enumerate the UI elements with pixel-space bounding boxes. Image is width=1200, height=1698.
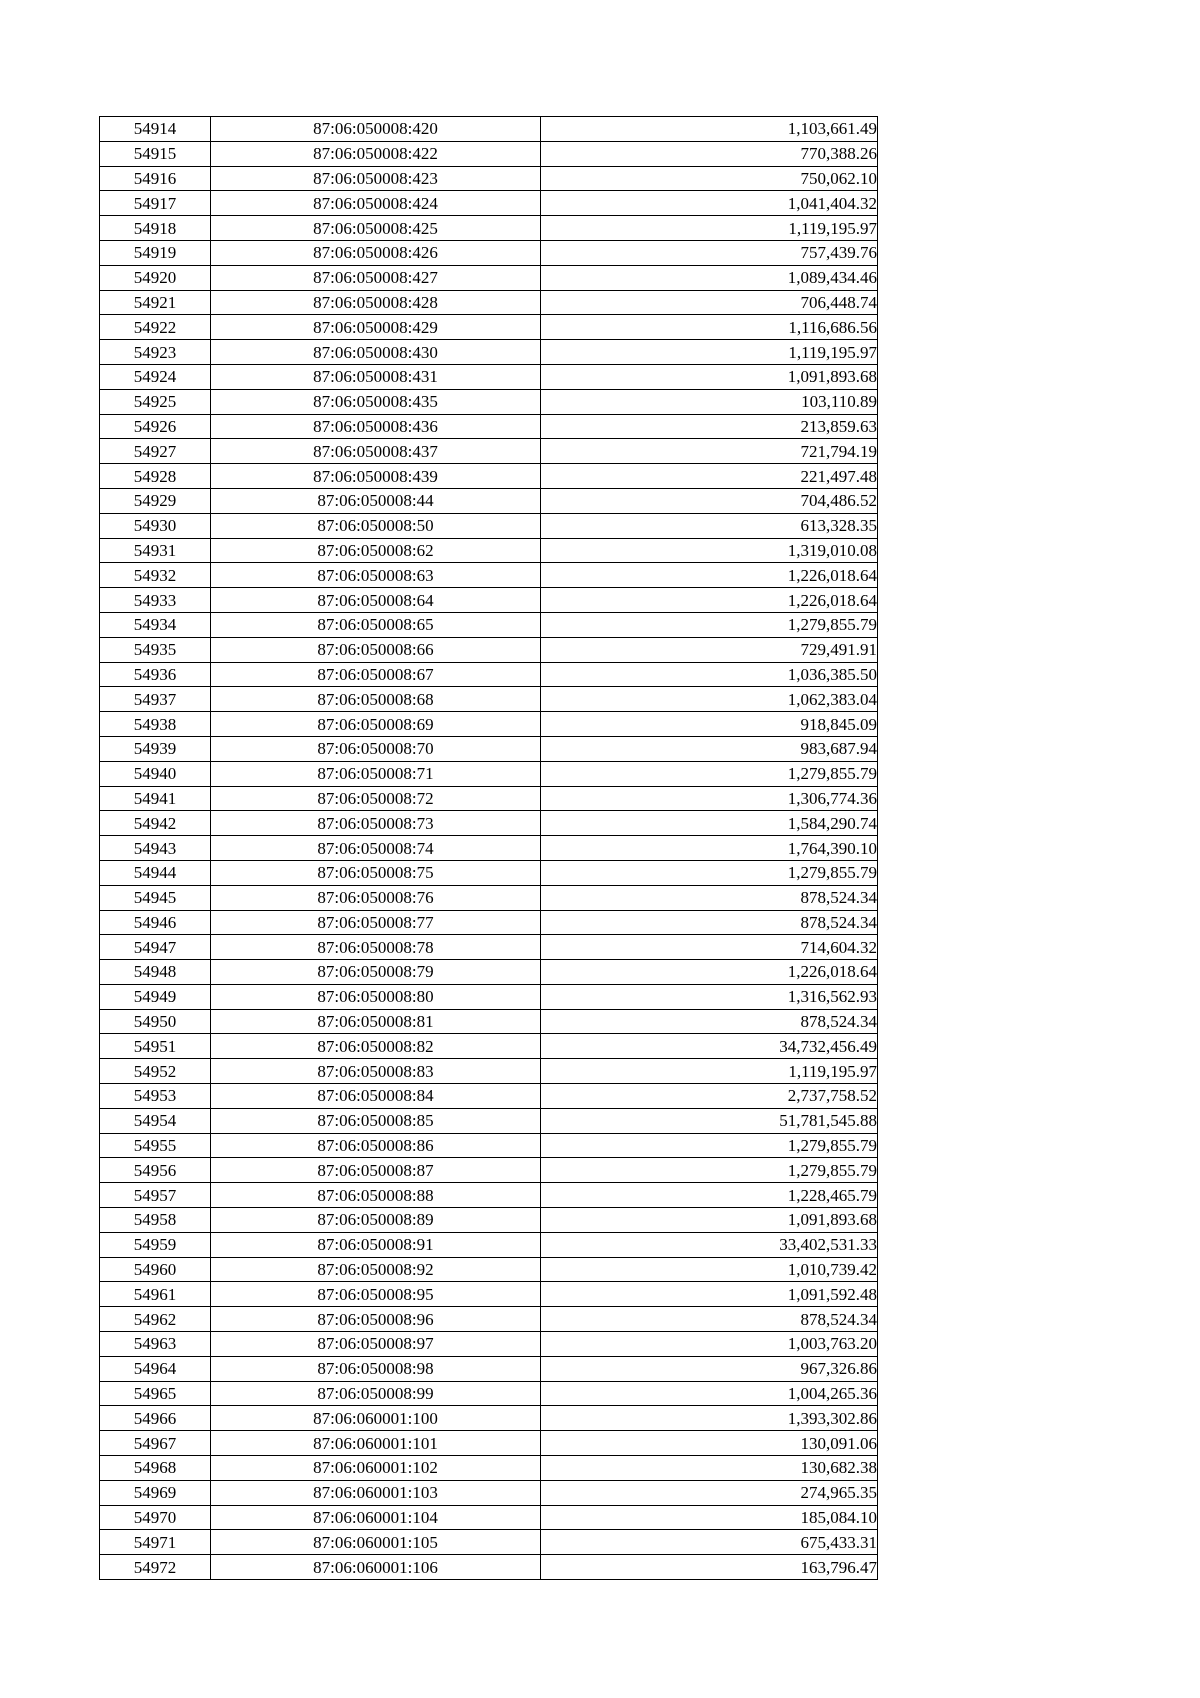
- row-number-cell: 54967: [100, 1431, 211, 1456]
- cadastral-number-cell: 87:06:050008:427: [211, 265, 541, 290]
- table-row: [100, 1133, 878, 1158]
- cadastral-number-cell: 87:06:050008:79: [211, 960, 541, 985]
- table-row: [100, 340, 878, 365]
- row-number-cell: 54915: [100, 141, 211, 166]
- value-cell: 918,845.09: [541, 712, 878, 737]
- table-row: [100, 1381, 878, 1406]
- table-row: [100, 1456, 878, 1481]
- cadastral-number-cell: 87:06:050008:63: [211, 563, 541, 588]
- table-row: [100, 1257, 878, 1282]
- value-cell: 983,687.94: [541, 736, 878, 761]
- row-number-cell: 54944: [100, 860, 211, 885]
- cadastral-number-cell: 87:06:050008:65: [211, 612, 541, 637]
- cadastral-number-cell: 87:06:050008:80: [211, 984, 541, 1009]
- cadastral-number-cell: 87:06:060001:105: [211, 1530, 541, 1555]
- table-row: [100, 1208, 878, 1233]
- table-row: [100, 960, 878, 985]
- row-number-cell: 54963: [100, 1332, 211, 1357]
- row-number-cell: 54942: [100, 811, 211, 836]
- value-cell: 1,393,302.86: [541, 1406, 878, 1431]
- cadastral-number-cell: 87:06:050008:96: [211, 1307, 541, 1332]
- table-row: [100, 141, 878, 166]
- table-row: [100, 439, 878, 464]
- row-number-cell: 54926: [100, 414, 211, 439]
- row-number-cell: 54964: [100, 1356, 211, 1381]
- row-number-cell: 54920: [100, 265, 211, 290]
- value-cell: 967,326.86: [541, 1356, 878, 1381]
- table-row: [100, 117, 878, 142]
- cadastral-number-cell: 87:06:050008:428: [211, 290, 541, 315]
- row-number-cell: 54937: [100, 687, 211, 712]
- value-cell: 1,279,855.79: [541, 761, 878, 786]
- row-number-cell: 54917: [100, 191, 211, 216]
- value-cell: 1,319,010.08: [541, 538, 878, 563]
- row-number-cell: 54965: [100, 1381, 211, 1406]
- table-row: [100, 240, 878, 265]
- value-cell: 1,041,404.32: [541, 191, 878, 216]
- row-number-cell: 54951: [100, 1034, 211, 1059]
- value-cell: 1,226,018.64: [541, 960, 878, 985]
- cadastral-number-cell: 87:06:050008:64: [211, 588, 541, 613]
- value-cell: 221,497.48: [541, 464, 878, 489]
- cadastral-number-cell: 87:06:050008:74: [211, 836, 541, 861]
- value-cell: 1,119,195.97: [541, 340, 878, 365]
- cadastral-number-cell: 87:06:050008:87: [211, 1158, 541, 1183]
- table-row: [100, 712, 878, 737]
- row-number-cell: 54959: [100, 1232, 211, 1257]
- row-number-cell: 54946: [100, 910, 211, 935]
- table-row: [100, 389, 878, 414]
- row-number-cell: 54921: [100, 290, 211, 315]
- row-number-cell: 54961: [100, 1282, 211, 1307]
- value-cell: 1,103,661.49: [541, 117, 878, 142]
- table-row: [100, 1108, 878, 1133]
- cadastral-number-cell: 87:06:050008:437: [211, 439, 541, 464]
- value-cell: 130,091.06: [541, 1431, 878, 1456]
- row-number-cell: 54923: [100, 340, 211, 365]
- cadastral-number-cell: 87:06:050008:98: [211, 1356, 541, 1381]
- value-cell: 1,004,265.36: [541, 1381, 878, 1406]
- table-row: [100, 1009, 878, 1034]
- table-row: [100, 1356, 878, 1381]
- table-row: [100, 191, 878, 216]
- cadastral-number-cell: 87:06:050008:91: [211, 1232, 541, 1257]
- value-cell: 1,062,383.04: [541, 687, 878, 712]
- value-cell: 721,794.19: [541, 439, 878, 464]
- value-cell: 878,524.34: [541, 885, 878, 910]
- table-row: [100, 166, 878, 191]
- value-cell: 878,524.34: [541, 1307, 878, 1332]
- cadastral-number-cell: 87:06:050008:71: [211, 761, 541, 786]
- cadastral-number-cell: 87:06:050008:50: [211, 513, 541, 538]
- row-number-cell: 54972: [100, 1555, 211, 1580]
- row-number-cell: 54922: [100, 315, 211, 340]
- table-row: [100, 488, 878, 513]
- table-row: [100, 1307, 878, 1332]
- value-cell: 1,116,686.56: [541, 315, 878, 340]
- value-cell: 1,003,763.20: [541, 1332, 878, 1357]
- value-cell: 103,110.89: [541, 389, 878, 414]
- row-number-cell: 54941: [100, 786, 211, 811]
- cadastral-number-cell: 87:06:050008:85: [211, 1108, 541, 1133]
- table-row: [100, 1084, 878, 1109]
- value-cell: 1,316,562.93: [541, 984, 878, 1009]
- table-row: [100, 1332, 878, 1357]
- cadastral-number-cell: 87:06:050008:73: [211, 811, 541, 836]
- cadastral-number-cell: 87:06:050008:68: [211, 687, 541, 712]
- row-number-cell: 54930: [100, 513, 211, 538]
- row-number-cell: 54969: [100, 1480, 211, 1505]
- row-number-cell: 54953: [100, 1084, 211, 1109]
- row-number-cell: 54925: [100, 389, 211, 414]
- cadastral-number-cell: 87:06:050008:429: [211, 315, 541, 340]
- cadastral-number-cell: 87:06:050008:69: [211, 712, 541, 737]
- value-cell: 675,433.31: [541, 1530, 878, 1555]
- table-body: [100, 117, 878, 1580]
- cadastral-number-cell: 87:06:050008:81: [211, 1009, 541, 1034]
- table-row: [100, 315, 878, 340]
- row-number-cell: 54954: [100, 1108, 211, 1133]
- row-number-cell: 54960: [100, 1257, 211, 1282]
- value-cell: 2,737,758.52: [541, 1084, 878, 1109]
- table-row: [100, 290, 878, 315]
- value-cell: 51,781,545.88: [541, 1108, 878, 1133]
- cadastral-number-cell: 87:06:050008:426: [211, 240, 541, 265]
- row-number-cell: 54931: [100, 538, 211, 563]
- cadastral-number-cell: 87:06:050008:95: [211, 1282, 541, 1307]
- value-cell: 274,965.35: [541, 1480, 878, 1505]
- value-cell: 1,279,855.79: [541, 860, 878, 885]
- row-number-cell: 54927: [100, 439, 211, 464]
- table-row: [100, 464, 878, 489]
- row-number-cell: 54970: [100, 1505, 211, 1530]
- table-row: [100, 984, 878, 1009]
- row-number-cell: 54949: [100, 984, 211, 1009]
- table-row: [100, 1282, 878, 1307]
- value-cell: 750,062.10: [541, 166, 878, 191]
- table-row: [100, 364, 878, 389]
- cadastral-number-cell: 87:06:050008:436: [211, 414, 541, 439]
- row-number-cell: 54966: [100, 1406, 211, 1431]
- table-row: [100, 612, 878, 637]
- row-number-cell: 54943: [100, 836, 211, 861]
- row-number-cell: 54968: [100, 1456, 211, 1481]
- cadastral-number-cell: 87:06:050008:78: [211, 935, 541, 960]
- value-cell: 1,228,465.79: [541, 1183, 878, 1208]
- row-number-cell: 54962: [100, 1307, 211, 1332]
- cadastral-number-cell: 87:06:050008:66: [211, 637, 541, 662]
- value-cell: 33,402,531.33: [541, 1232, 878, 1257]
- row-number-cell: 54955: [100, 1133, 211, 1158]
- table-row: [100, 935, 878, 960]
- table-row: [100, 1505, 878, 1530]
- cadastral-number-cell: 87:06:050008:77: [211, 910, 541, 935]
- table-row: [100, 910, 878, 935]
- row-number-cell: 54950: [100, 1009, 211, 1034]
- cadastral-number-cell: 87:06:050008:424: [211, 191, 541, 216]
- cadastral-number-cell: 87:06:060001:100: [211, 1406, 541, 1431]
- table-row: [100, 513, 878, 538]
- table-row: [100, 1034, 878, 1059]
- cadastral-number-cell: 87:06:050008:75: [211, 860, 541, 885]
- cadastral-number-cell: 87:06:050008:67: [211, 662, 541, 687]
- value-cell: 1,091,592.48: [541, 1282, 878, 1307]
- row-number-cell: 54957: [100, 1183, 211, 1208]
- value-cell: 878,524.34: [541, 910, 878, 935]
- table-row: [100, 563, 878, 588]
- table-row: [100, 811, 878, 836]
- row-number-cell: 54958: [100, 1208, 211, 1233]
- table-row: [100, 588, 878, 613]
- table-row: [100, 1158, 878, 1183]
- cadastral-number-cell: 87:06:050008:82: [211, 1034, 541, 1059]
- cadastral-number-cell: 87:06:050008:435: [211, 389, 541, 414]
- value-cell: 34,732,456.49: [541, 1034, 878, 1059]
- table-row: [100, 836, 878, 861]
- value-cell: 1,226,018.64: [541, 588, 878, 613]
- row-number-cell: 54971: [100, 1530, 211, 1555]
- row-number-cell: 54932: [100, 563, 211, 588]
- table-row: [100, 414, 878, 439]
- row-number-cell: 54916: [100, 166, 211, 191]
- cadastral-number-cell: 87:06:050008:86: [211, 1133, 541, 1158]
- value-cell: 706,448.74: [541, 290, 878, 315]
- cadastral-number-cell: 87:06:050008:62: [211, 538, 541, 563]
- cadastral-number-cell: 87:06:060001:104: [211, 1505, 541, 1530]
- table-row: [100, 637, 878, 662]
- cadastral-number-cell: 87:06:050008:88: [211, 1183, 541, 1208]
- value-cell: 1,584,290.74: [541, 811, 878, 836]
- value-cell: 613,328.35: [541, 513, 878, 538]
- cadastral-number-cell: 87:06:050008:44: [211, 488, 541, 513]
- value-cell: 1,089,434.46: [541, 265, 878, 290]
- row-number-cell: 54935: [100, 637, 211, 662]
- value-cell: 1,091,893.68: [541, 1208, 878, 1233]
- table-row: [100, 736, 878, 761]
- row-number-cell: 54929: [100, 488, 211, 513]
- cadastral-number-cell: 87:06:050008:439: [211, 464, 541, 489]
- row-number-cell: 54945: [100, 885, 211, 910]
- cadastral-number-cell: 87:06:060001:103: [211, 1480, 541, 1505]
- value-cell: 770,388.26: [541, 141, 878, 166]
- value-cell: 714,604.32: [541, 935, 878, 960]
- row-number-cell: 54947: [100, 935, 211, 960]
- cadastral-number-cell: 87:06:050008:97: [211, 1332, 541, 1357]
- table-row: [100, 1059, 878, 1084]
- document-page: [99, 116, 877, 1580]
- value-cell: 213,859.63: [541, 414, 878, 439]
- cadastral-number-cell: 87:06:050008:430: [211, 340, 541, 365]
- table-row: [100, 538, 878, 563]
- value-cell: 1,306,774.36: [541, 786, 878, 811]
- value-cell: 729,491.91: [541, 637, 878, 662]
- value-cell: 1,764,390.10: [541, 836, 878, 861]
- row-number-cell: 54928: [100, 464, 211, 489]
- cadastral-value-table: [99, 116, 878, 1580]
- table-row: [100, 662, 878, 687]
- cadastral-number-cell: 87:06:050008:72: [211, 786, 541, 811]
- cadastral-number-cell: 87:06:050008:89: [211, 1208, 541, 1233]
- table-row: [100, 1530, 878, 1555]
- value-cell: 130,682.38: [541, 1456, 878, 1481]
- cadastral-number-cell: 87:06:050008:92: [211, 1257, 541, 1282]
- table-row: [100, 885, 878, 910]
- cadastral-number-cell: 87:06:050008:83: [211, 1059, 541, 1084]
- value-cell: 1,036,385.50: [541, 662, 878, 687]
- table-row: [100, 860, 878, 885]
- value-cell: 1,279,855.79: [541, 1133, 878, 1158]
- row-number-cell: 54938: [100, 712, 211, 737]
- table-row: [100, 1406, 878, 1431]
- table-row: [100, 1555, 878, 1580]
- value-cell: 185,084.10: [541, 1505, 878, 1530]
- cadastral-number-cell: 87:06:060001:101: [211, 1431, 541, 1456]
- row-number-cell: 54948: [100, 960, 211, 985]
- cadastral-number-cell: 87:06:060001:102: [211, 1456, 541, 1481]
- row-number-cell: 54918: [100, 216, 211, 241]
- cadastral-number-cell: 87:06:050008:70: [211, 736, 541, 761]
- row-number-cell: 54936: [100, 662, 211, 687]
- cadastral-number-cell: 87:06:050008:431: [211, 364, 541, 389]
- row-number-cell: 54956: [100, 1158, 211, 1183]
- value-cell: 1,226,018.64: [541, 563, 878, 588]
- table-row: [100, 1431, 878, 1456]
- value-cell: 1,010,739.42: [541, 1257, 878, 1282]
- table-row: [100, 1183, 878, 1208]
- value-cell: 878,524.34: [541, 1009, 878, 1034]
- value-cell: 757,439.76: [541, 240, 878, 265]
- value-cell: 1,091,893.68: [541, 364, 878, 389]
- cadastral-number-cell: 87:06:050008:84: [211, 1084, 541, 1109]
- value-cell: 163,796.47: [541, 1555, 878, 1580]
- row-number-cell: 54919: [100, 240, 211, 265]
- row-number-cell: 54914: [100, 117, 211, 142]
- row-number-cell: 54952: [100, 1059, 211, 1084]
- value-cell: 1,279,855.79: [541, 612, 878, 637]
- value-cell: 1,119,195.97: [541, 1059, 878, 1084]
- value-cell: 704,486.52: [541, 488, 878, 513]
- row-number-cell: 54933: [100, 588, 211, 613]
- row-number-cell: 54939: [100, 736, 211, 761]
- cadastral-number-cell: 87:06:050008:99: [211, 1381, 541, 1406]
- table-row: [100, 687, 878, 712]
- cadastral-number-cell: 87:06:050008:76: [211, 885, 541, 910]
- cadastral-number-cell: 87:06:050008:420: [211, 117, 541, 142]
- row-number-cell: 54924: [100, 364, 211, 389]
- table-row: [100, 216, 878, 241]
- table-row: [100, 1480, 878, 1505]
- table-row: [100, 1232, 878, 1257]
- cadastral-number-cell: 87:06:050008:425: [211, 216, 541, 241]
- value-cell: 1,119,195.97: [541, 216, 878, 241]
- table-row: [100, 786, 878, 811]
- value-cell: 1,279,855.79: [541, 1158, 878, 1183]
- row-number-cell: 54940: [100, 761, 211, 786]
- cadastral-number-cell: 87:06:050008:423: [211, 166, 541, 191]
- cadastral-number-cell: 87:06:060001:106: [211, 1555, 541, 1580]
- cadastral-number-cell: 87:06:050008:422: [211, 141, 541, 166]
- row-number-cell: 54934: [100, 612, 211, 637]
- table-row: [100, 761, 878, 786]
- table-row: [100, 265, 878, 290]
